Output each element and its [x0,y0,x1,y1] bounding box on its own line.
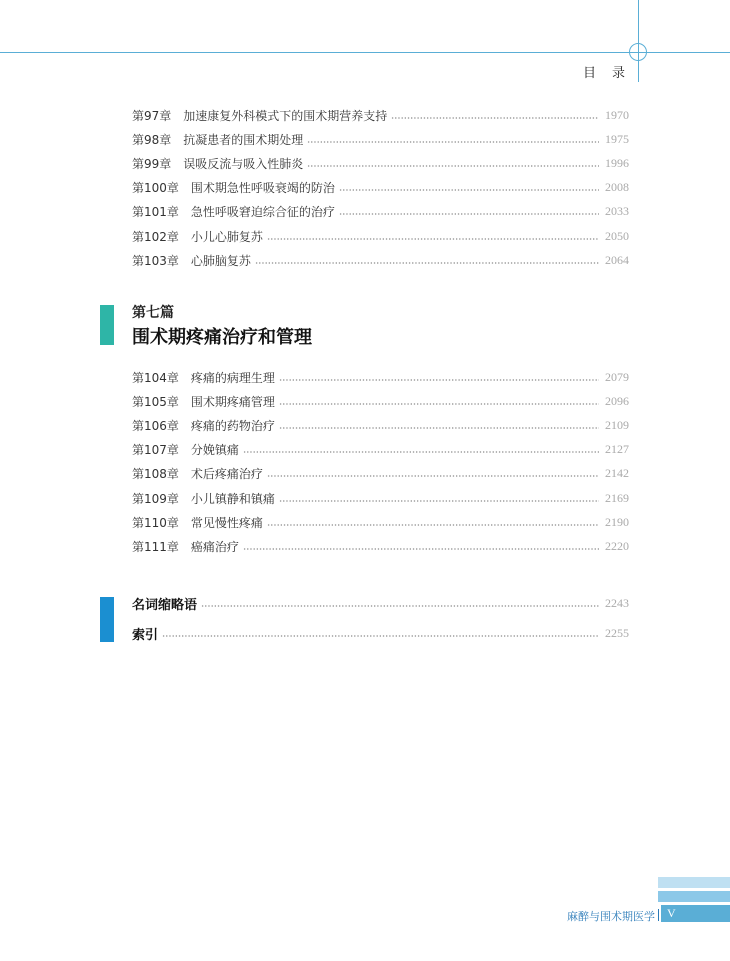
toc-entry[interactable] [132,537,629,555]
page-number: 2109 [605,417,629,432]
dot-leader [279,427,599,429]
page-number: 2064 [605,252,629,267]
toc-entry[interactable] [132,227,629,245]
footer-page-number: V [661,905,730,922]
dot-leader [243,548,599,550]
toc-entry[interactable] [132,106,629,124]
chapter-number: 第99章 [132,156,172,171]
chapter-number: 第101章 [132,204,179,219]
page-number: 2008 [605,179,629,194]
toc-entry-index[interactable] [132,624,629,642]
dot-leader [267,475,599,477]
chapter-number: 第108章 [132,466,179,481]
part-accent-bar [100,305,114,345]
dot-leader [307,165,599,167]
dot-leader [267,524,599,526]
dot-leader [255,262,599,264]
chapter-title: 围术期急性呼吸衰竭的防治 [190,180,335,195]
chapter-number: 第100章 [132,180,179,195]
chapter-title: 心肺脑复苏 [190,253,251,268]
chapter-title: 小儿心肺复苏 [190,229,263,244]
part-label: 第七篇 [132,305,174,321]
dot-leader [279,500,599,502]
page-number: 2096 [605,393,629,408]
dot-leader [339,213,599,215]
chapter-title: 常见慢性疼痛 [190,515,263,530]
toc-entry[interactable] [132,440,629,458]
footer-stripe [658,891,730,902]
registration-mark-icon [629,43,647,61]
toc-entry[interactable] [132,251,629,269]
toc-entry[interactable] [132,464,629,482]
chapter-number: 第104章 [132,370,179,385]
toc-entry[interactable] [132,368,629,386]
chapter-number: 第98章 [132,132,172,147]
chapter-title: 加速康复外科模式下的围术期营养支持 [183,108,388,123]
toc-entry[interactable] [132,416,629,434]
chapter-number: 第97章 [132,108,172,123]
header-rule [0,52,730,53]
footer-book-title: 麻醉与围术期医学 [567,910,655,923]
chapter-title: 误吸反流与吸入性肺炎 [183,156,304,171]
page-number: 2079 [605,369,629,384]
footer-separator [658,909,659,921]
page-number: 2033 [605,203,629,218]
chapter-number: 第105章 [132,394,179,409]
chapter-number: 第111章 [132,539,179,554]
chapter-title: 术后疼痛治疗 [190,466,263,481]
chapter-title: 小儿镇静和镇痛 [190,491,275,506]
footer-stripe [658,877,730,888]
page-number: 1975 [605,131,629,146]
dot-leader [243,451,599,453]
page-number: 2127 [605,441,629,456]
section-title: 索引 [132,627,159,643]
chapter-title: 抗凝患者的围术期处理 [183,132,304,147]
chapter-title: 疼痛的病理生理 [190,370,275,385]
dot-leader [162,635,599,637]
page-number: 2050 [605,228,629,243]
dot-leader [391,117,599,119]
toc-entry[interactable] [132,178,629,196]
page-number: 2255 [605,625,629,640]
toc-entry-abbreviations[interactable] [132,594,629,612]
page-number: 1970 [605,107,629,122]
chapter-number: 第103章 [132,253,179,268]
page-number: 2243 [605,595,629,610]
chapter-number: 第107章 [132,442,179,457]
part-title[interactable]: 围术期疼痛治疗和管理 [132,327,312,348]
dot-leader [307,141,599,143]
page-number: 2169 [605,490,629,505]
chapter-number: 第106章 [132,418,179,433]
toc-entry[interactable] [132,489,629,507]
toc-entry[interactable] [132,130,629,148]
page-number: 2220 [605,538,629,553]
dot-leader [279,403,599,405]
chapter-title: 急性呼吸窘迫综合征的治疗 [190,204,335,219]
appendix-accent-bar [100,597,114,642]
chapter-number: 第109章 [132,491,179,506]
chapter-title: 围术期疼痛管理 [190,394,275,409]
toc-entry[interactable] [132,154,629,172]
page-number: 1996 [605,155,629,170]
page-number: 2190 [605,514,629,529]
running-header: 目录 [583,66,642,81]
toc-entry[interactable] [132,392,629,410]
section-title: 名词缩略语 [132,597,198,613]
toc-entry[interactable] [132,202,629,220]
dot-leader [279,379,599,381]
dot-leader [339,189,599,191]
dot-leader [201,605,599,607]
chapter-number: 第102章 [132,229,179,244]
dot-leader [267,238,599,240]
chapter-number: 第110章 [132,515,179,530]
chapter-title: 分娩镇痛 [190,442,239,457]
toc-entry[interactable] [132,513,629,531]
chapter-title: 疼痛的药物治疗 [190,418,275,433]
chapter-title: 癌痛治疗 [190,539,239,554]
page-number: 2142 [605,465,629,480]
